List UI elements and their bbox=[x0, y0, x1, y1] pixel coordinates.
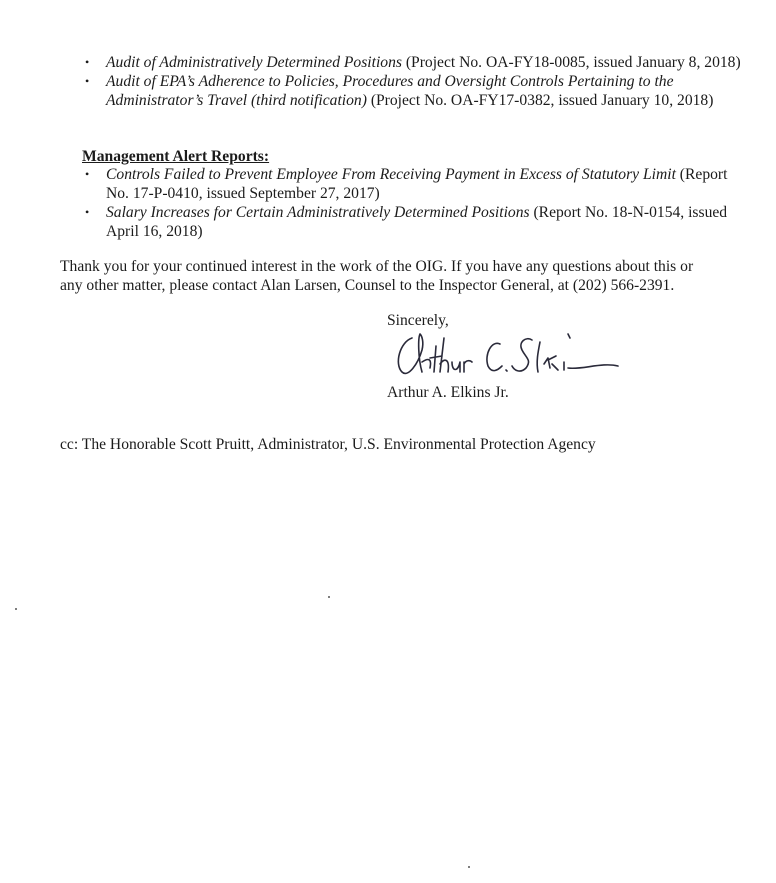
list-item bbox=[82, 165, 742, 203]
bullet-icon: • bbox=[85, 205, 90, 219]
top-bullet-list bbox=[82, 53, 742, 110]
list-item bbox=[82, 72, 742, 110]
item-title: Controls Failed to Prevent Employee From Receiving Payment in Excess of Statutory Limit bbox=[106, 166, 676, 183]
handwritten-signature bbox=[392, 328, 622, 380]
item-title: Salary Increases for Certain Administratively Determined Positions bbox=[106, 204, 530, 221]
management-alert-heading: Management Alert Reports: bbox=[82, 148, 270, 165]
alert-bullet-list bbox=[82, 165, 742, 241]
item-details: (Project No. OA-FY18-0085, issued January 8, 2018) bbox=[401, 54, 741, 71]
scan-speck bbox=[468, 866, 470, 868]
signer-name: Arthur A. Elkins Jr. bbox=[387, 384, 509, 401]
item-details: (Report No. 18-N-0154, issued April 16, 2018) bbox=[106, 204, 728, 240]
scan-speck bbox=[328, 596, 330, 598]
closing-paragraph: Thank you for your continued interest in the work of the OIG. If you have any questions about this or any other matter, please contact Alan Larsen, Counsel to the Inspector General, at (202) 566-2391. bbox=[60, 258, 694, 294]
item-title: Audit of Administratively Determined Positions bbox=[106, 54, 402, 71]
scan-speck bbox=[15, 608, 17, 610]
item-details: (Project No. OA-FY17-0382, issued January 10, 2018) bbox=[366, 92, 714, 109]
item-details: (Report No. 17-P-0410, issued September 27, 2017) bbox=[106, 166, 728, 202]
sign-off: Sincerely, bbox=[387, 312, 449, 329]
bullet-icon: • bbox=[85, 55, 90, 69]
item-title: Audit of EPA’s Adherence to Policies, Procedures and Oversight Controls Pertaining to the Administrator’s Travel (third notification) bbox=[106, 73, 674, 109]
cc-line: cc: The Honorable Scott Pruitt, Administrator, U.S. Environmental Protection Agency bbox=[60, 436, 596, 453]
list-item bbox=[82, 203, 742, 241]
list-item bbox=[82, 53, 742, 72]
bullet-icon: • bbox=[85, 167, 90, 181]
bullet-icon: • bbox=[85, 74, 90, 88]
